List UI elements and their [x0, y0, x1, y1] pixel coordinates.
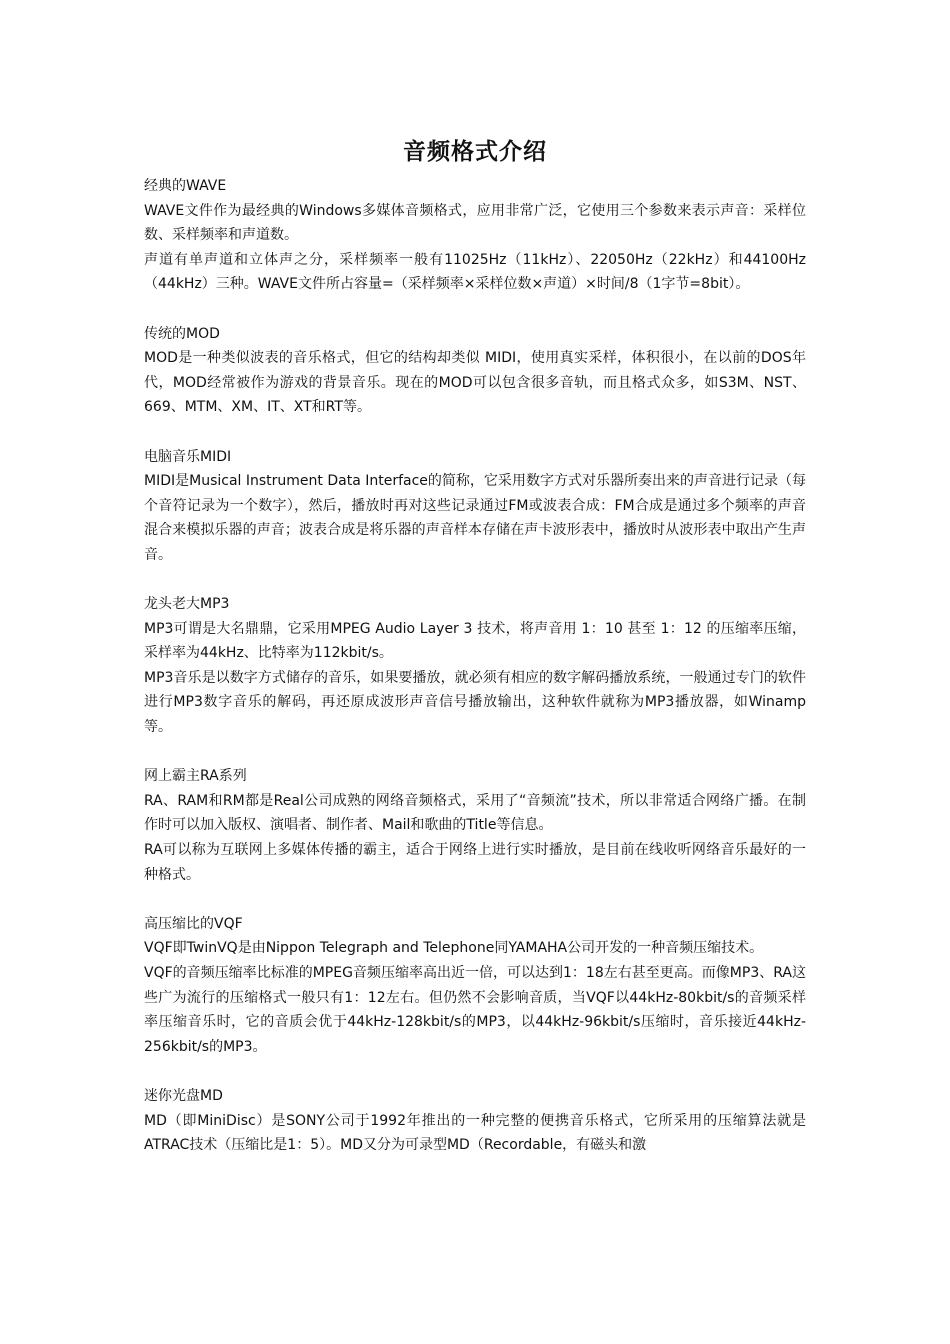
- section-paragraph: VQF即TwinVQ是由Nippon Telegraph and Telephone同YAMAHA公司开发的一种音频压缩技术。: [144, 940, 764, 957]
- section-ra: [144, 764, 806, 887]
- section-paragraph: MP3音乐是以数字方式储存的音乐，如果要播放，就必须有相应的数字解码播放系统，一般通过专门的软件进行MP3数字音乐的解码，再还原成波形声音信号播放输出，这种软件就称为MP3播放器，如Winamp等。: [144, 669, 806, 736]
- section-heading: 电脑音乐MIDI: [144, 448, 232, 465]
- section-paragraph: 声道有单声道和立体声之分，采样频率一般有11025Hz（11kHz）、22050Hz（22kHz）和44100Hz（44kHz）三种。WAVE文件所占容量=（采样频率×采样位数×声道）×时间/8（1字节=8bit）。: [144, 251, 806, 293]
- section-md: [144, 1084, 806, 1158]
- section-paragraph: MP3可谓是大名鼎鼎，它采用MPEG Audio Layer 3 技术，将声音用 1：10 甚至 1：12 的压缩率压缩，采样率为44kHz、比特率为112kbit/s。: [144, 620, 806, 662]
- section-paragraph: RA可以称为互联网上多媒体传播的霸主，适合于网络上进行实时播放，是目前在线收听网络音乐最好的一种格式。: [144, 842, 806, 883]
- document-title: 音频格式介绍: [403, 139, 547, 165]
- section-paragraph: MOD是一种类似波表的音乐格式，但它的结构却类似 MIDI，使用真实采样，体积很小，在以前的DOS年代，MOD经常被作为游戏的背景音乐。现在的MOD可以包含很多音轨，而且格式众多，如S3M、NST、669、MTM、XM、IT、XT和RT等。: [144, 350, 806, 416]
- section-paragraph: MD（即MiniDisc）是SONY公司于1992年推出的一种完整的便携音乐格式，它所采用的压缩算法就是ATRAC技术（压缩比是1：5）。MD又分为可录型MD（Recordable，有磁头和激: [144, 1112, 806, 1154]
- section-midi: [144, 445, 806, 568]
- section-heading: 高压缩比的VQF: [144, 915, 243, 932]
- section-paragraph: VQF的音频压缩率比标准的MPEG音频压缩率高出近一倍，可以达到1：18左右甚至更高。而像MP3、RA这些广为流行的压缩格式一般只有1：12左右。但仍然不会影响音质，当VQF以44kHz-80kbit/s的音频采样率压缩音乐时，它的音质会优于44kHz-128kbit/s的MP3，以44kHz-96kbit/s压缩时，音乐接近44kHz-256kbit/s的MP3。: [144, 965, 806, 1055]
- section-heading: 经典的WAVE: [144, 178, 227, 194]
- section-heading: 迷你光盘MD: [144, 1087, 223, 1104]
- document-body: [144, 174, 806, 1182]
- section-vqf: [144, 912, 806, 1060]
- section-heading: 传统的MOD: [144, 325, 220, 342]
- section-heading: 龙头老大MP3: [144, 596, 230, 613]
- section-paragraph: RA、RAM和RM都是Real公司成熟的网络音频格式，采用了“音频流”技术，所以非常适合网络广播。在制作时可以加入版权、演唱者、制作者、Mail和歌曲的Title等信息。: [144, 792, 806, 834]
- section-heading: 网上霸主RA系列: [144, 768, 247, 785]
- section-wave: [144, 174, 806, 297]
- section-mod: [144, 322, 806, 420]
- section-paragraph: MIDI是Musical Instrument Data Interface的简称，它采用数字方式对乐器所奏出来的声音进行记录（每个音符记录为一个数字），然后，播放时再对这些记录通过FM或波表合成：FM合成是通过多个频率的声音混合来模拟乐器的声音；波表合成是将乐器的声音样本存储在声卡波形表中，播放时从波形表中取出产生声音。: [144, 473, 806, 563]
- section-paragraph: WAVE文件作为最经典的Windows多媒体音频格式，应用非常广泛，它使用三个参数来表示声音：采样位数、采样频率和声道数。: [144, 202, 806, 244]
- section-mp3: [144, 592, 806, 740]
